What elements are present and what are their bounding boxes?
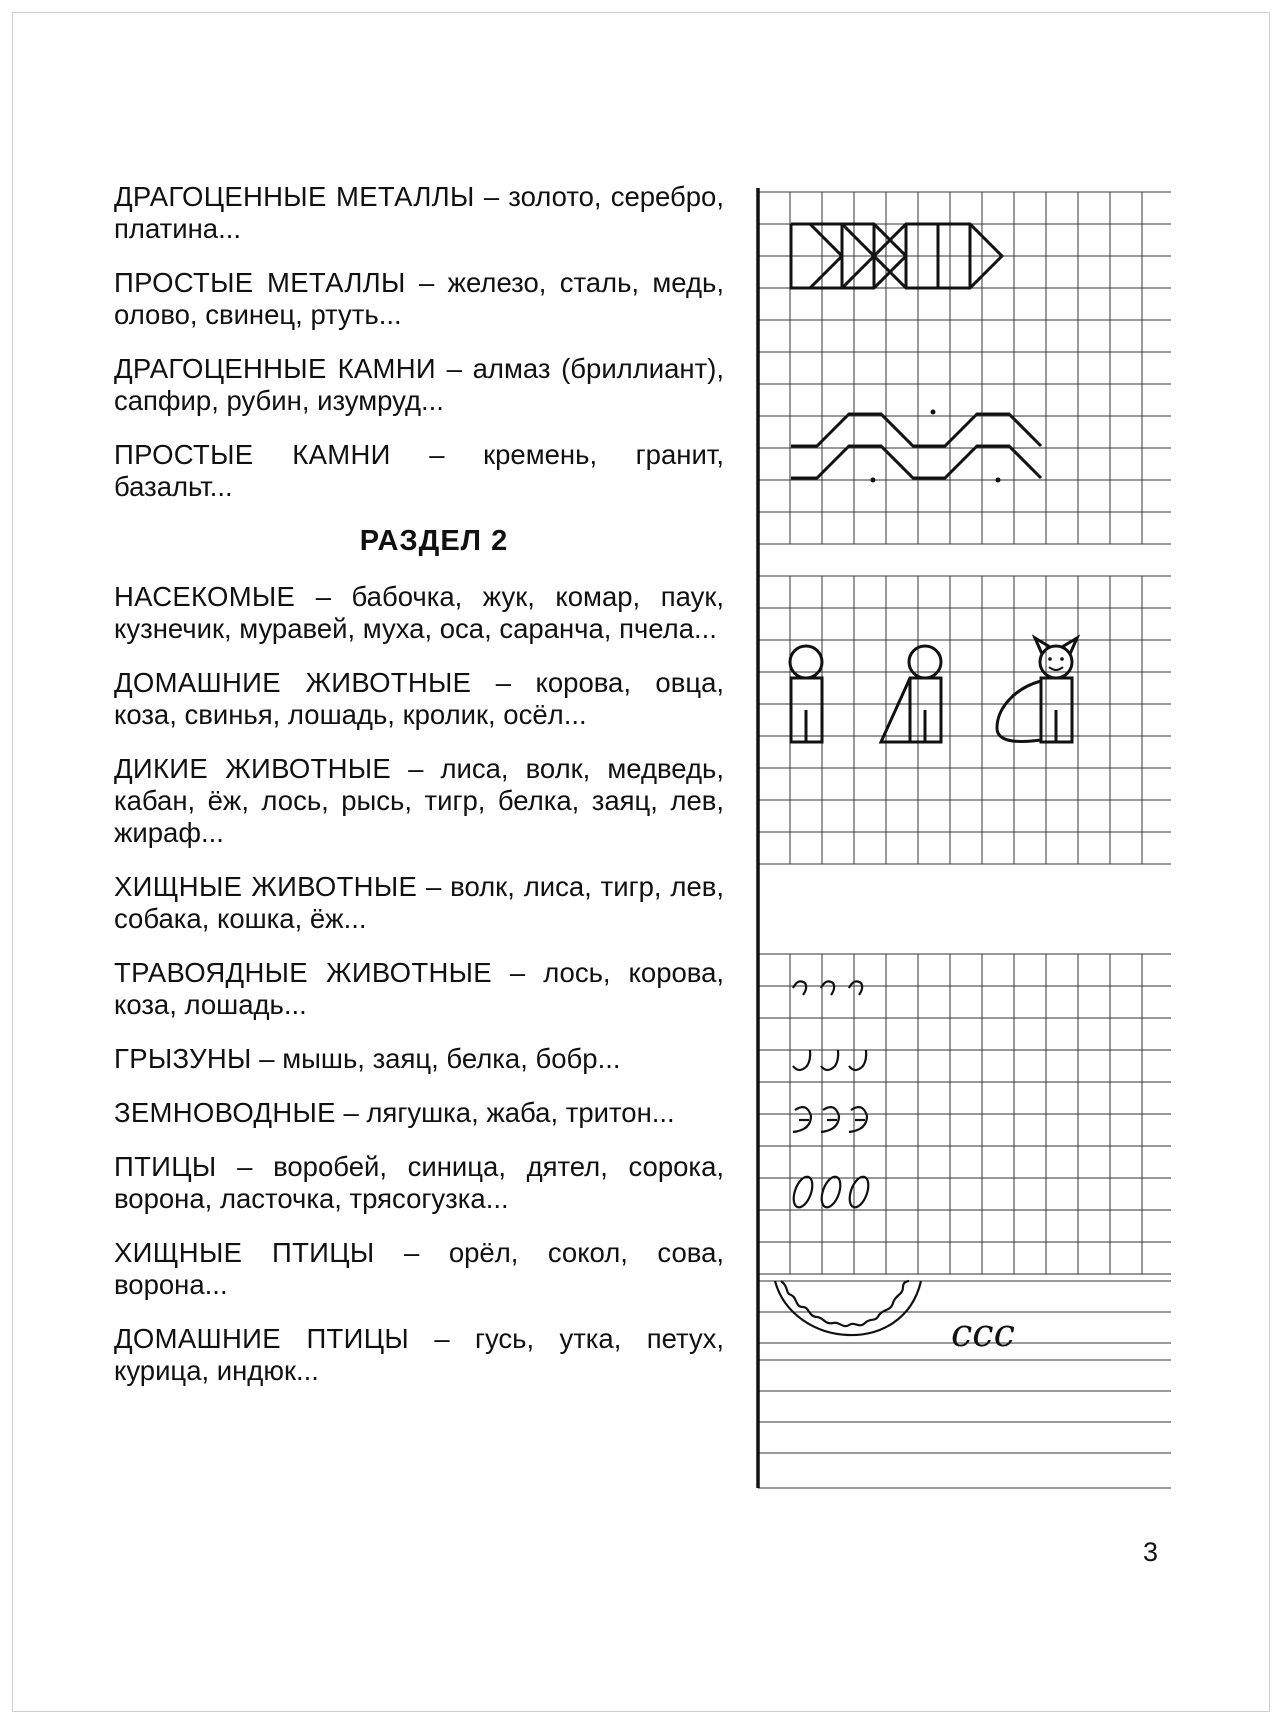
entry-term: ДОМАШНИЕ ПТИЦЫ: [114, 1323, 409, 1354]
handwriting-sample: ccc: [951, 1311, 1015, 1355]
entry-items: лось, корова, коза, лошадь...: [114, 957, 725, 1020]
entry-dash: –: [446, 353, 462, 384]
pattern-zigzag-ribbon: [791, 410, 1041, 483]
entry-items: бабочка, жук, комар, паук, кузнечик, муравей, муха, оса, саранча, пчела...: [114, 581, 725, 644]
handwriting-hooks: [793, 981, 862, 995]
handwriting-loops: [793, 1050, 866, 1070]
vocabulary-entry: [114, 1097, 724, 1129]
entry-term: ДИКИЕ ЖИВОТНЫЕ: [114, 753, 392, 784]
section-heading: РАЗДЕЛ 2: [359, 525, 509, 557]
vocabulary-entry: [114, 1323, 724, 1387]
entries-top: [114, 181, 724, 503]
workbook-page: [12, 12, 1270, 1712]
exercise-grid: [753, 188, 1173, 1503]
entry-dash: –: [434, 1323, 450, 1354]
handwriting-e-shapes: [793, 1107, 867, 1132]
entry-term: ПТИЦЫ: [114, 1151, 217, 1182]
vocabulary-column: [114, 181, 724, 1409]
entry-term: ДОМАШНИЕ ЖИВОТНЫЕ: [114, 667, 472, 698]
vocabulary-entry: [114, 753, 724, 849]
entry-items: лягушка, жаба, тритон...: [366, 1097, 675, 1128]
entry-dash: –: [259, 1043, 275, 1074]
vocabulary-entry: [114, 667, 724, 731]
grid-blocks: [758, 192, 1171, 1488]
handwriting-o-shapes: [790, 1174, 872, 1210]
entry-dash: –: [419, 267, 435, 298]
entry-dash: –: [343, 1097, 359, 1128]
figure-cat: [997, 638, 1077, 742]
entry-dash: –: [509, 957, 526, 988]
page-number: 3: [1143, 1537, 1159, 1567]
entry-dash: –: [495, 667, 512, 698]
entry-term: ПРОСТЫЕ МЕТАЛЛЫ: [114, 267, 406, 298]
entry-items: мышь, заяц, белка, бобр...: [282, 1043, 621, 1074]
entry-term: ХИЩНЫЕ ПТИЦЫ: [114, 1237, 375, 1268]
entry-dash: –: [429, 439, 445, 470]
entry-dash: –: [404, 1237, 420, 1268]
vocabulary-entry: [114, 439, 724, 503]
vocabulary-entry: [114, 581, 724, 645]
figure-girl: [881, 646, 941, 742]
entry-items: золото, серебро, платина...: [114, 181, 724, 244]
entry-items: гусь, утка, петух, курица, индюк...: [114, 1323, 725, 1386]
entry-dash: –: [408, 753, 424, 784]
entry-items: волк, лиса, тигр, лев, собака, кошка, ёж...: [114, 871, 725, 934]
vocabulary-entry: [114, 957, 724, 1021]
entry-dash: –: [315, 581, 332, 612]
entry-items: воробей, синица, дятел, сорока, ворона, ласточка, трясогузка...: [114, 1151, 725, 1214]
entry-term: ЗЕМНОВОДНЫЕ: [114, 1097, 336, 1128]
vocabulary-entry: [114, 353, 724, 417]
entry-dash: –: [483, 181, 500, 212]
entry-term: ГРЫЗУНЫ: [114, 1043, 252, 1074]
entries-bottom: [114, 581, 724, 1387]
entry-term: ХИЩНЫЕ ЖИВОТНЫЕ: [114, 871, 418, 902]
vocabulary-entry: [114, 1151, 724, 1215]
drawing-bowl: [775, 1281, 921, 1335]
entry-items: алмаз (бриллиант), сапфир, рубин, изумруд...: [114, 353, 725, 416]
entry-term: ДРАГОЦЕННЫЕ МЕТАЛЛЫ: [114, 181, 475, 212]
vocabulary-entry: [114, 181, 724, 245]
vocabulary-entry: [114, 871, 724, 935]
entry-term: ТРАВОЯДНЫЕ ЖИВОТНЫЕ: [114, 957, 492, 988]
entry-dash: –: [425, 871, 442, 902]
entry-items: лиса, волк, медведь, кабан, ёж, лось, рысь, тигр, белка, заяц, лев, жираф...: [114, 753, 725, 848]
entry-items: корова, овца, коза, свинья, лошадь, кролик, осёл...: [114, 667, 725, 730]
entry-items: кремень, гранит, базальт...: [114, 439, 724, 502]
entry-items: орёл, сокол, сова, ворона...: [114, 1237, 725, 1300]
entry-dash: –: [237, 1151, 253, 1182]
vocabulary-entry: [114, 267, 724, 331]
entry-term: НАСЕКОМЫЕ: [114, 581, 296, 612]
entry-term: ПРОСТЫЕ КАМНИ: [114, 439, 391, 470]
vocabulary-entry: [114, 1237, 724, 1301]
figure-boy: [790, 646, 822, 742]
entry-term: ДРАГОЦЕННЫЕ КАМНИ: [114, 353, 436, 384]
vocabulary-entry: [114, 1043, 724, 1075]
entry-items: железо, сталь, медь, олово, свинец, ртуть...: [114, 267, 724, 330]
